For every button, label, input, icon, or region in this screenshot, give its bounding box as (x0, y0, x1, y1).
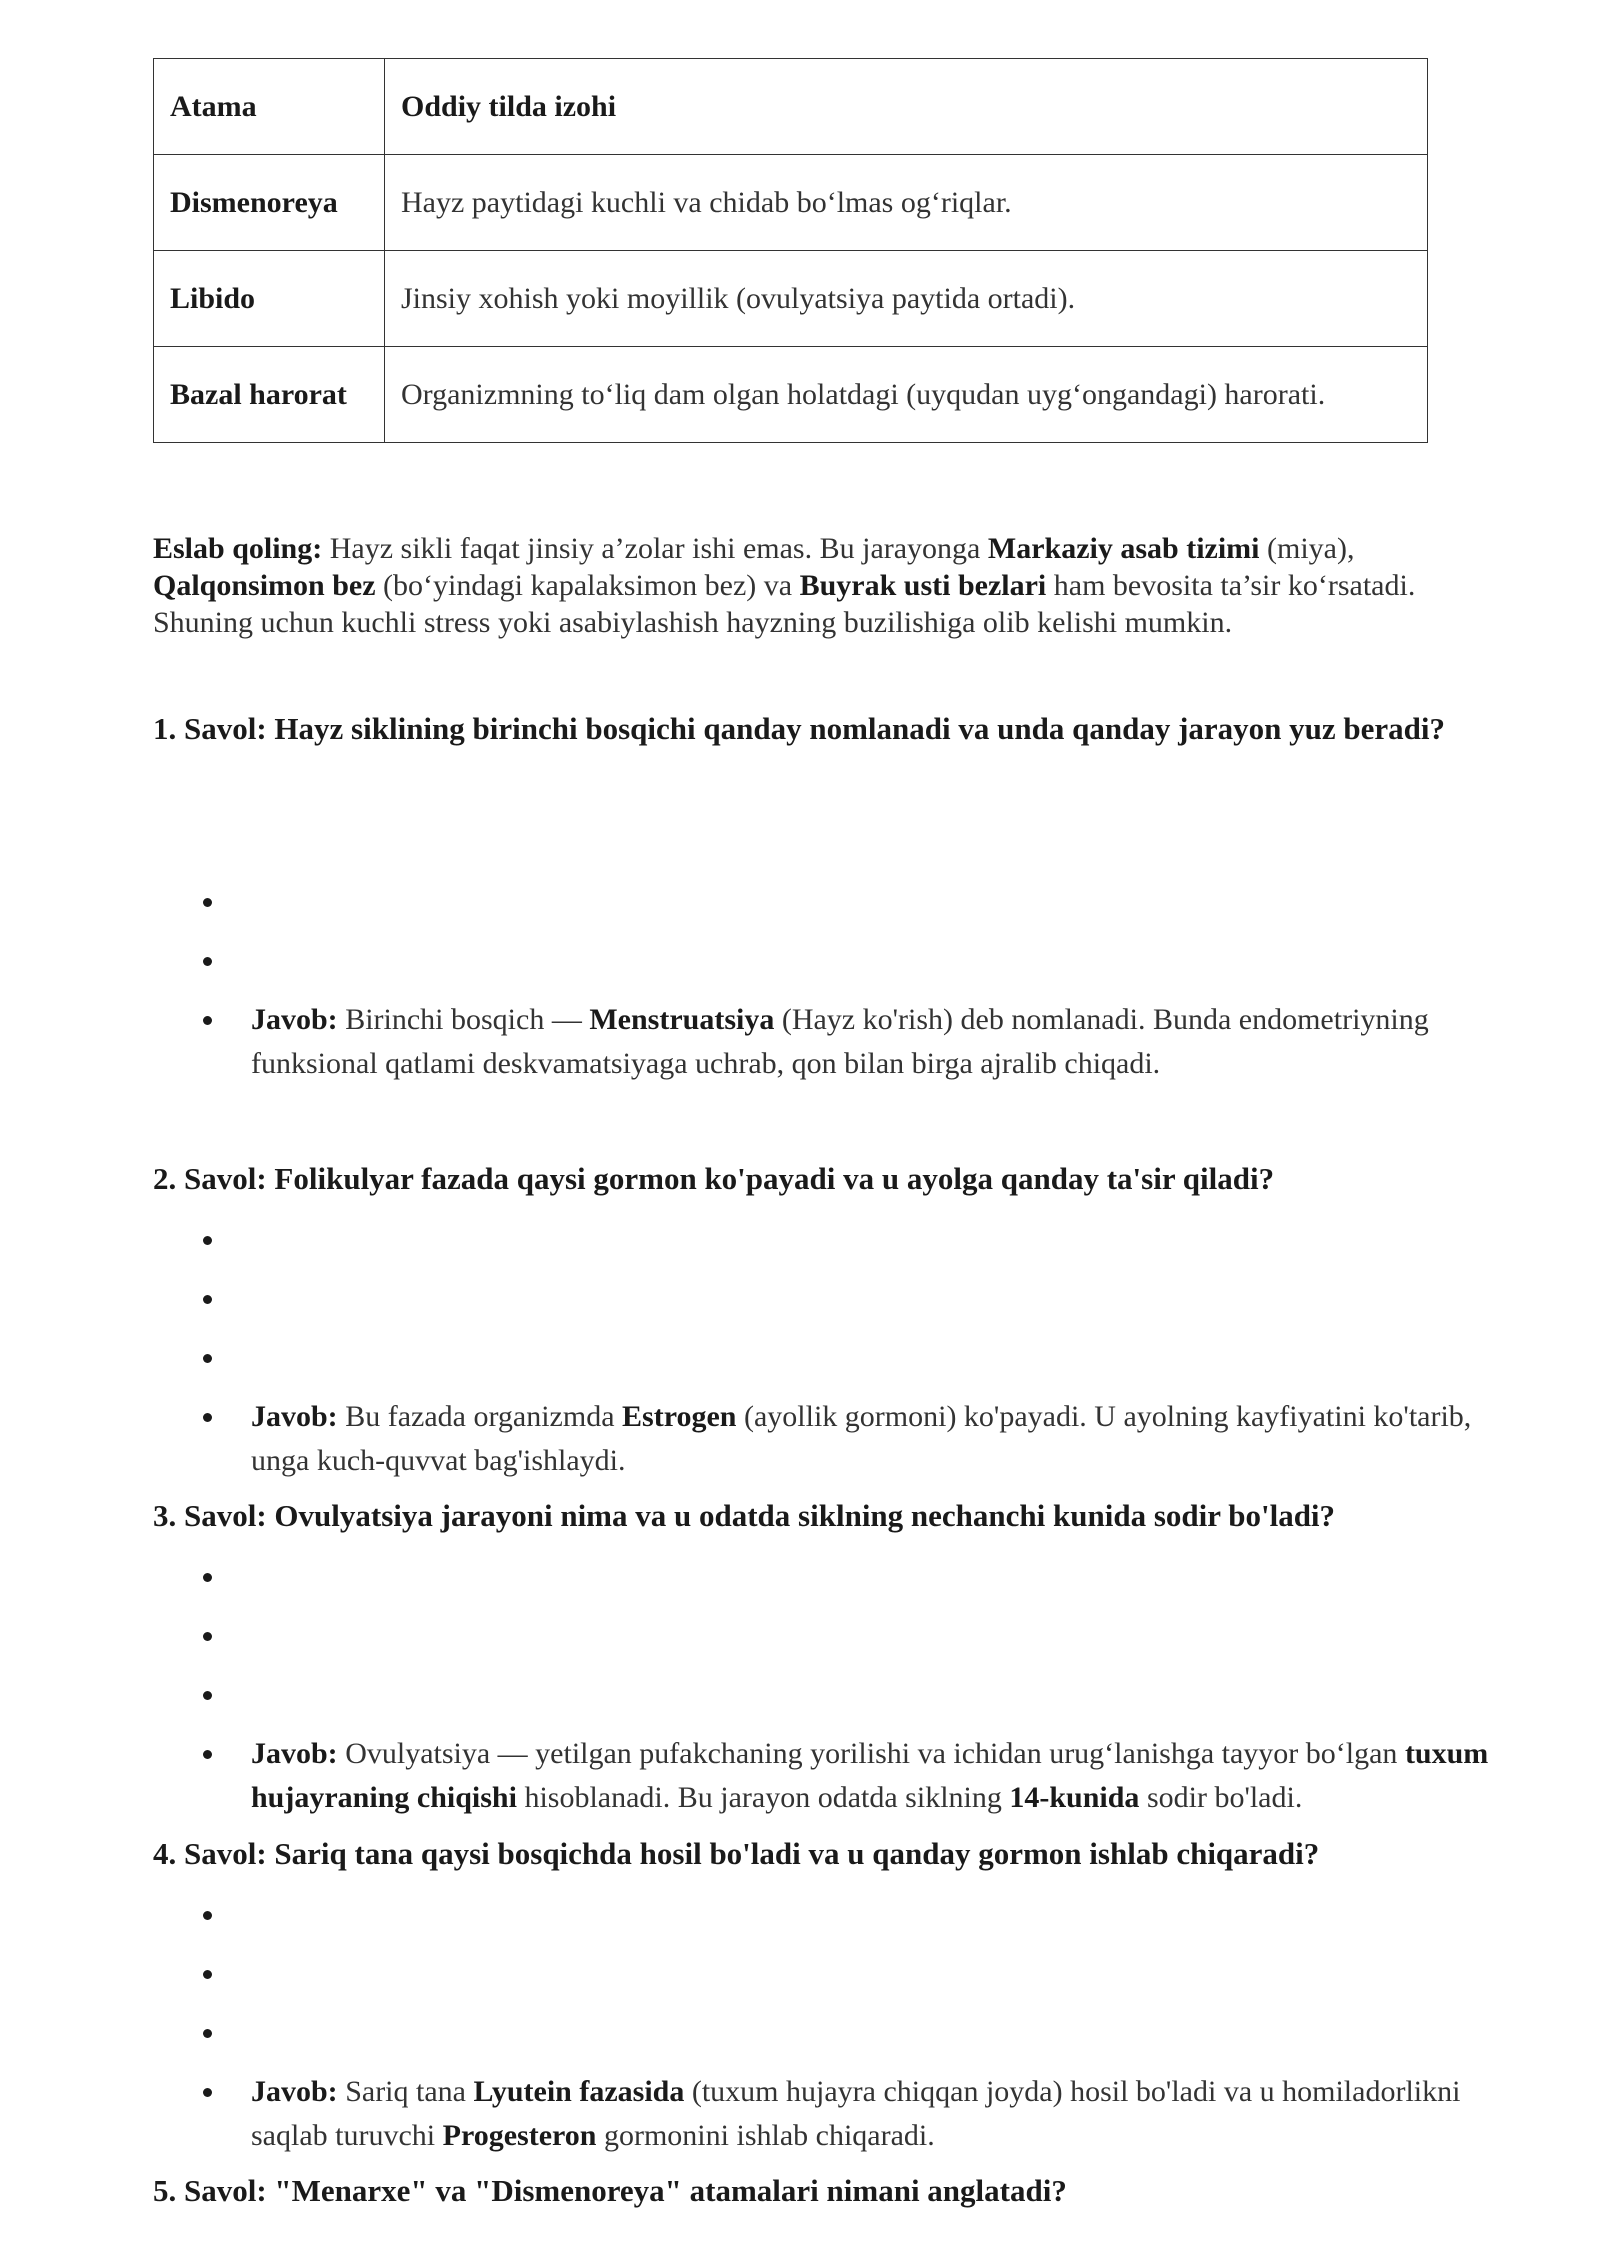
answer-term: Estrogen (622, 1400, 737, 1433)
empty-bullet (153, 1893, 1493, 1952)
question-4: 4. Savol: Sariq tana qaysi bosqichda hosil bo'ladi va u qanday gormon ishlab chiqaradi? (153, 1836, 1320, 1871)
table-cell-description: Organizmning to‘liq dam olgan holatdagi (uyqudan uyg‘ongandagi) harorati. (385, 347, 1428, 443)
answer-3 (153, 1732, 1493, 1820)
table-header-description: Oddiy tilda izohi (385, 59, 1428, 155)
answer-text: Sariq tana (337, 2075, 474, 2108)
answer-list-1 (153, 880, 1493, 1086)
answer-text: (ayollik gormoni) ko'payadi. U ayolning kayfiyatini ko'tarib, unga kuch-quvvat bag'ishlaydi. (251, 1400, 1472, 1477)
table-row (154, 155, 1428, 251)
question-1: 1. Savol: Hayz siklining birinchi bosqichi qanday nomlanadi va unda qanday jarayon yuz beradi? (153, 711, 1446, 746)
table-cell-description: Jinsiy xohish yoki moyillik (ovulyatsiya paytida ortadi). (385, 251, 1428, 347)
answer-2 (153, 1395, 1493, 1483)
note-term: Qalqonsimon bez (153, 569, 376, 602)
terms-table (153, 58, 1428, 443)
table-cell-description: Hayz paytidagi kuchli va chidab bo‘lmas og‘riqlar. (385, 155, 1428, 251)
answer-label: Javob: (251, 1737, 338, 1770)
answer-term: Lyutein fazasida (473, 2075, 685, 2108)
table-cell-term: Dismenoreya (154, 155, 385, 251)
note-text: (bo‘yindagi kapalaksimon bez) va (375, 569, 800, 602)
answer-text: Ovulyatsiya — yetilgan pufakchaning yorilishi va ichidan urug‘lanishga tayyor bo‘lgan (337, 1737, 1405, 1770)
table-header-term: Atama (154, 59, 385, 155)
answer-text: sodir bo'ladi. (1139, 1781, 1303, 1814)
answer-term: 14-kunida (1009, 1781, 1140, 1814)
answer-4 (153, 2070, 1493, 2158)
answer-text: (Hayz ko'rish) deb nomlanadi. Bunda endometriyning funksional qatlami deskvamatsiyaga uchrab, qon bilan birga ajralib chiqadi. (251, 1003, 1429, 1080)
answer-term: Progesteron (442, 2119, 597, 2152)
reminder-note (153, 530, 1493, 641)
answer-list-4 (153, 1893, 1493, 2158)
answer-label: Javob: (251, 1003, 338, 1036)
table-row (154, 251, 1428, 347)
empty-bullet (153, 1218, 1493, 1277)
answer-label: Javob: (251, 2075, 338, 2108)
question-2: 2. Savol: Folikulyar fazada qaysi gormon ko'payadi va u ayolga qanday ta'sir qiladi? (153, 1161, 1275, 1196)
question-5: 5. Savol: "Menarxe" va "Dismenoreya" atamalari nimani anglatadi? (153, 2173, 1067, 2208)
empty-bullet (153, 1614, 1493, 1673)
answer-text: (tuxum hujayra chiqqan joyda) hosil bo'ladi va u homiladorlikni saqlab turuvchi (251, 2075, 1461, 2152)
empty-bullet (153, 1555, 1493, 1614)
table-cell-term: Bazal harorat (154, 347, 385, 443)
answer-text: Birinchi bosqich — (337, 1003, 590, 1036)
document-page (153, 58, 1493, 2208)
empty-bullet (153, 1952, 1493, 2011)
answer-label: Javob: (251, 1400, 338, 1433)
answer-text: hisoblanadi. Bu jarayon odatda siklning (516, 1781, 1010, 1814)
empty-bullet (153, 939, 1493, 998)
note-term: Markaziy asab tizimi (987, 532, 1260, 565)
note-label: Eslab qoling: (153, 532, 323, 565)
note-text: Hayz sikli faqat jinsiy a’zolar ishi emas. Bu jarayonga (322, 532, 988, 565)
answer-term: Menstruatsiya (589, 1003, 775, 1036)
note-text: ham bevosita ta’sir ko‘rsatadi. Shuning uchun kuchli stress yoki asabiylashish hayzning buzilishiga olib kelishi mumkin. (153, 569, 1416, 639)
empty-bullet (153, 1673, 1493, 1732)
table-row (154, 347, 1428, 443)
question-3: 3. Savol: Ovulyatsiya jarayoni nima va u odatda siklning nechanchi kunida sodir bo'ladi? (153, 1498, 1336, 1533)
answer-1 (153, 998, 1493, 1086)
answer-term: tuxum hujayraning chiqishi (251, 1737, 1489, 1814)
empty-bullet (153, 1336, 1493, 1395)
note-text: (miya), (1259, 532, 1355, 565)
note-term: Buyrak usti bezlari (799, 569, 1047, 602)
table-header-row (154, 59, 1428, 155)
table-cell-term: Libido (154, 251, 385, 347)
empty-bullet (153, 1277, 1493, 1336)
empty-bullet (153, 2011, 1493, 2070)
empty-bullet (153, 880, 1493, 939)
answer-list-2 (153, 1218, 1493, 1483)
answer-text: Bu fazada organizmda (337, 1400, 623, 1433)
answer-list-3 (153, 1555, 1493, 1820)
answer-text: gormonini ishlab chiqaradi. (596, 2119, 935, 2152)
